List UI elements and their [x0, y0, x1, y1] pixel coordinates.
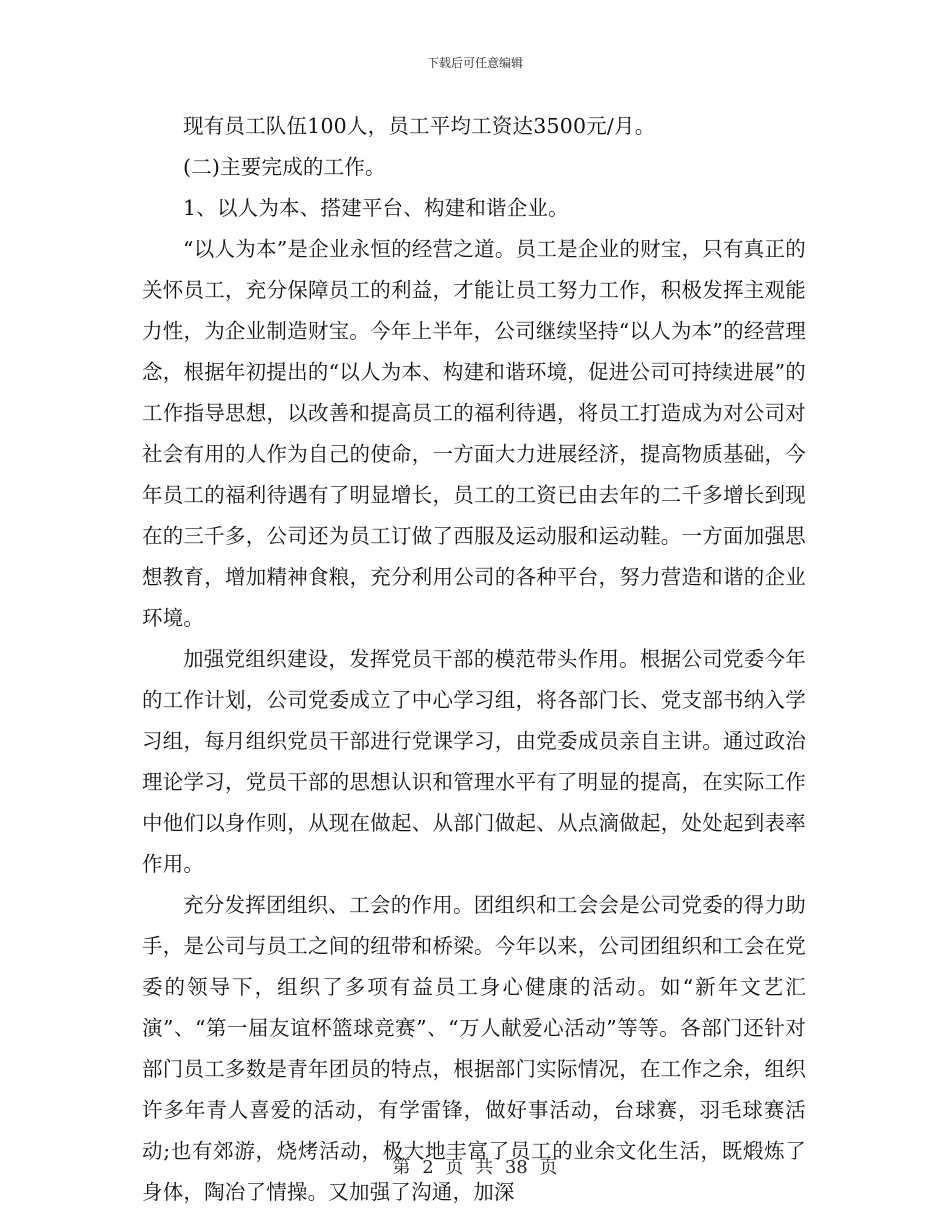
- subheading-people-oriented: 1、以人为本、搭建平台、构建和谐企业。: [183, 196, 569, 220]
- paragraph-party-building: 加强党组织建设，发挥党员干部的模范带头作用。根据公司党委今年的工作计划，公司党委成立了中心学习组，将各部门长、党支部书纳入学习组，每月组织党员干部进行党课学习，由党委成员亲自主讲。通过政治理论学习，党员干部的思想认识和管理水平有了明显的提高，在实际工作中他们以身作则，从现在做起、从部门做起、从点滴做起，处处起到表率作用。: [142, 647, 806, 876]
- paragraph-staff-summary: 现有员工队伍100人，员工平均工资达3500元/月。: [183, 114, 656, 138]
- paragraph-people-oriented: “以人为本”是企业永恒的经营之道。员工是企业的财宝，只有真正的关怀员工，充分保障员工的利益，才能让员工努力工作，积极发挥主观能力性，为企业制造财宝。今年上半年，公司继续坚持“以人为本”的经营理念，根据年初提出的“以人为本、构建和谐环境，促进公司可持续进展”的工作指导思想，以改善和提高员工的福利待遇，将员工打造成为对公司对社会有用的人作为自己的使命，一方面大力进展经济，提高物质基础，今年员工的福利待遇有了明显增长，员工的工资已由去年的二千多增长到现在的三千多，公司还为员工订做了西服及运动服和运动鞋。一方面加强思想教育，增加精神食粮，充分利用公司的各种平台，努力营造和谐的企业环境。: [142, 237, 806, 630]
- page-header-note: 下载后可任意编辑: [426, 56, 523, 70]
- document-body: [142, 106, 806, 1213]
- section-heading-main-work: (二)主要完成的工作。: [183, 155, 386, 179]
- paragraph-league-union: 充分发挥团组织、工会的作用。团组织和工会会是公司党委的得力助手，是公司与员工之间的纽带和桥梁。今年以来，公司团组织和工会在党委的领导下，组织了多项有益员工身心健康的活动。如“新年文艺汇演”、“第一届友谊杯篮球竞赛”、“万人献爱心活动”等等。各部门还针对部门员工多数是青年团员的特点，根据部门实际情况，在工作之余，组织许多年青人喜爱的活动，有学雷锋，做好事活动，台球赛，羽毛球赛活动;也有郊游，烧烤活动，极大地丰富了员工的业余文化生活，既煅炼了身体，陶冶了情操。又加强了沟通，加深: [142, 893, 806, 1204]
- page-number: 第 2 页 共 38 页: [392, 1157, 558, 1178]
